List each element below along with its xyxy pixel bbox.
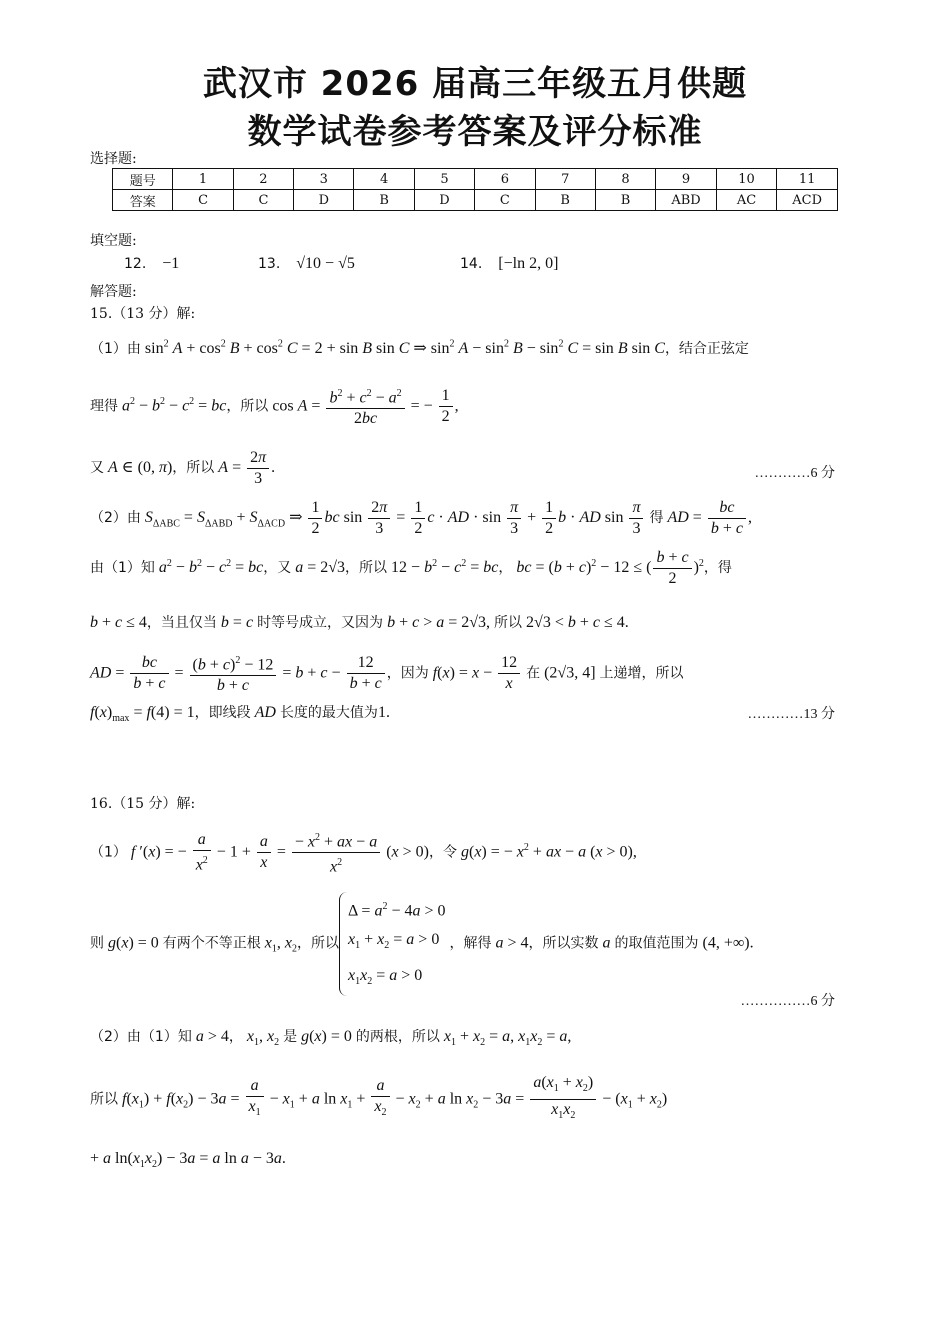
- q16-line-4: 所以 $f(x_1) + f(x_2) - 3a$ = $\frac{a}{x_1}$ − $x_1 + a$ $\ln x_1$ + $\frac{a}{x_2}$ − $x_2 + a$ $\ln x_2 - 3a$ = $\frac{a(x_1 + x_2)}{x_1x_2}$ − $(x_1 + x_2)$: [90, 1074, 668, 1122]
- q15-line-8: $f(x)_{max} = f(4) = 1$，即线段 AD 长度的最大值为1.: [90, 704, 390, 725]
- table-cell: 10: [716, 169, 776, 190]
- fill-answer-13: [258, 255, 355, 273]
- table-cell: 7: [535, 169, 595, 190]
- q15-line-2: 理得 $a^2 - b^2 - c^2$ = bc，所以 cos A = $\frac{b^2 + c^2 - a^2}{2bc}$ = − $\frac{1}{2}$ ,: [90, 384, 459, 429]
- table-cell: D: [414, 190, 474, 211]
- q15-line-4: （2）由 $S_{\Delta ABC} = S_{\Delta ABD} + S_{\Delta ACD}$ ⇒ $\frac{1}{2}$ bc sin $\frac{2\pi}{3}$ = $\frac{1}{2}$ c · AD · sin $\frac{\pi}{3}$ + $\frac{1}{2}$ b · AD sin $\frac{\pi}{3}$ 得 AD = $\frac{bc}{b + c}$ ,: [90, 499, 752, 537]
- table-cell: 3: [294, 169, 354, 190]
- table-cell: B: [354, 190, 414, 211]
- table-cell: C: [233, 190, 293, 211]
- q15-line-7: AD = $\frac{bc}{b + c}$ = $\frac{(b + c)^2 - 12}{b + c}$ = b + c − $\frac{12}{b + c}$ ，因为 f(x) = x − $\frac{12}{x}$ 在 (2√3, 4] 上递增，所以: [90, 651, 684, 696]
- fill-value: [−ln 2, 0]: [498, 255, 559, 272]
- table-cell: B: [595, 190, 655, 211]
- q15-score-part1: …………6 分: [754, 466, 835, 481]
- table-cell: ACD: [777, 190, 838, 211]
- table-cell: D: [294, 190, 354, 211]
- q15-line-3: 又 A ∈ (0, π)，所以 A = $\frac{2\pi}{3}$ .: [90, 449, 276, 487]
- table-cell: 6: [475, 169, 535, 190]
- table-cell: B: [535, 190, 595, 211]
- table-cell: 2: [233, 169, 293, 190]
- table-cell: 4: [354, 169, 414, 190]
- q15-line-5: 由（1）知 $a^2 - b^2 - c^2$ = bc，又 a = 2√3，所以 $12 - b^2 - c^2$ = bc， bc = $(b + c)^2 - 12$ ≤ ( $\frac{b + c}{2}$ )$^2$，得: [90, 549, 732, 587]
- solve-section-label: 解答题:: [90, 284, 137, 300]
- table-cell: 11: [777, 169, 838, 190]
- q16-score-part1: ……………6 分: [740, 994, 835, 1009]
- q15-score-part2: …………13 分: [747, 707, 835, 722]
- table-row-answers: [113, 190, 838, 211]
- table-cell: 1: [173, 169, 233, 190]
- q16-line-1: （1） f ′(x) = − $\frac{a}{x^2}$ − 1 + $\frac{a}{x}$ = $\frac{- x^2 + ax - a}{x^2}$ (x > 0)，令 g(x) = − $x^2$ + ax − a (x > 0),: [90, 828, 637, 878]
- fill-value: √10 − √5: [296, 255, 355, 272]
- fill-value: −1: [162, 255, 180, 272]
- q16-line-2: 则 g(x) = 0 有两个不等正根 $x_1$, $x_2$，所以 $\Delta = a^2 - 4a > 0$ $x_1 + x_2 = a > 0$ $x_1x_2 = a > 0$ ，解得 a > 4，所以实数 a 的取值范围为 (4, +∞).: [90, 892, 754, 996]
- title-line-2: 数学试卷参考答案及评分标准: [247, 112, 703, 152]
- table-cell: ABD: [656, 190, 717, 211]
- fill-answer-12: [124, 255, 179, 273]
- row-header-answer: 答案: [113, 190, 173, 211]
- q16-heading: 16.（15 分）解:: [90, 796, 196, 812]
- table-row-numbers: [113, 169, 838, 190]
- answer-table: [112, 168, 838, 211]
- fill-section-label: 填空题:: [90, 233, 137, 249]
- q16-line-5: + a $\ln(x_1x_2) - 3a = a$ ln a − 3a.: [90, 1150, 286, 1171]
- equation-system: $\Delta = a^2 - 4a > 0$ $x_1 + x_2 = a > 0$ $x_1x_2 = a > 0$: [339, 892, 446, 996]
- choice-section-label: 选择题:: [90, 151, 137, 167]
- fill-number: 14.: [460, 256, 483, 272]
- row-header-number: 题号: [113, 169, 173, 190]
- q15-heading: 15.（13 分）解:: [90, 306, 196, 322]
- table-cell: 9: [656, 169, 717, 190]
- table-cell: C: [173, 190, 233, 211]
- fill-number: 12.: [124, 256, 147, 272]
- q15-line-6: b + c ≤ 4，当且仅当 b = c 时等号成立，又因为 b + c > a = 2√3, 所以 2√3 < b + c ≤ 4.: [90, 614, 629, 631]
- table-cell: AC: [716, 190, 776, 211]
- q15-line-1: （1）由 $\sin^2 A + \cos^2 B + \cos^2 C = 2 + \sin B$ sin C ⇒ $\sin^2 A - \sin^2 B - \sin^2 C = \sin B$ sin C，结合正弦定: [90, 338, 749, 357]
- table-cell: 5: [414, 169, 474, 190]
- fill-number: 13.: [258, 256, 281, 272]
- q16-line-3: （2）由（1）知 a > 4， $x_1$, $x_2$ 是 g(x) = 0 的两根，所以 $x_1 + x_2 = a$, $x_1x_2 = a$,: [90, 1028, 572, 1049]
- fill-answer-14: [460, 255, 558, 273]
- table-cell: 8: [595, 169, 655, 190]
- table-cell: C: [475, 190, 535, 211]
- title-line-1: 武汉市 2026 届高三年级五月供题: [202, 64, 748, 104]
